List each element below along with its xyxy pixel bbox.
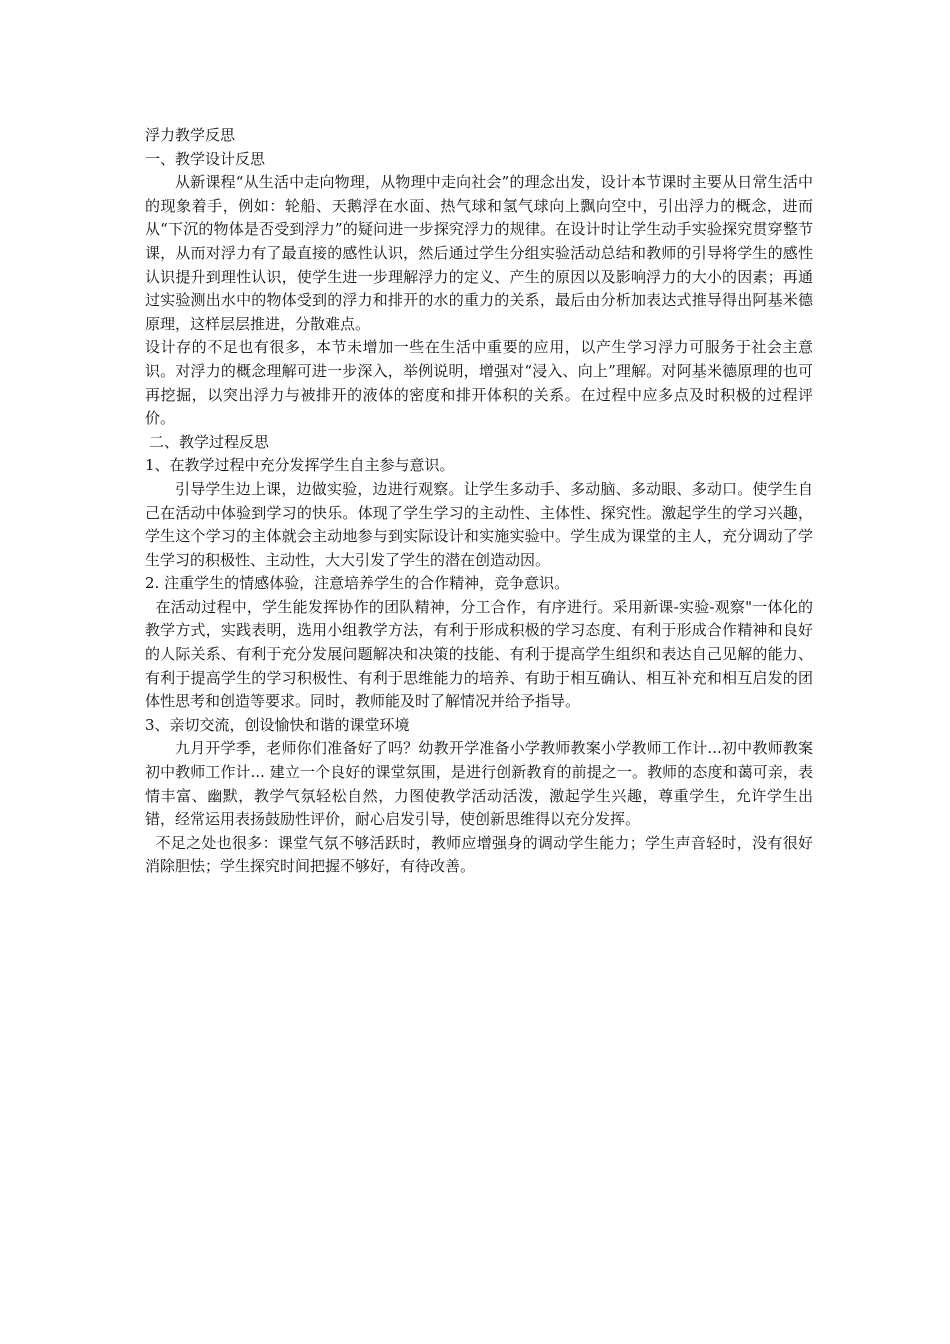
section1-heading: 一、教学设计反思 [145, 149, 266, 168]
document-body [145, 124, 813, 879]
item2-paragraph: 在活动过程中，学生能发挥协作的团队精神，分工合作，有序进行。采用新课-实验-观察"一体化的教学方式，实践表明，选用小组教学方法，有利于形成积极的学习态度、有利于形成合作精神和良好的人际关系、有利于充分发展问题解决和决策的技能、有利于提高学生组织和表达自己见解的能力、有利于提高学生的学习积极性、有利于思维能力的培养、有助于相互确认、相互补充和相互启发的团体性思考和创造等要求。同时，教师能及时了解情况并给予指导。 [145, 597, 813, 711]
item1-heading: 1、在教学过程中充分发挥学生自主参与意识。 [145, 456, 455, 475]
document-title: 浮力教学反思 [145, 126, 236, 144]
closing-paragraph: 不足之处也很多：课堂气氛不够活跃时，教师应增强身的调动学生能力；学生声音轻时，没有很好消除胆怯；学生探究时间把握不够好，有待改善。 [145, 833, 813, 876]
item1-paragraph: 引导学生边上课，边做实验，边进行观察。让学生多动手、多动脑、多动眼、多动口。使学生自己在活动中体验到学习的快乐。体现了学生学习的主动性、主体性、探究性。激起学生的学习兴趣，学生这个学习的主体就会主动地参与到实际设计和实施实验中。学生成为课堂的主人，充分调动了学生学习的积极性、主动性，大大引发了学生的潜在创造动因。 [145, 479, 813, 569]
section1-paragraph-shortcomings: 设计存的不足也有很多，本节未增加一些在生活中重要的应用，以产生学习浮力可服务于社会主意识。对浮力的概念理解可进一步深入，举例说明，增强对“浸入、向上”理解。对阿基米德原理的也可再挖掘，以突出浮力与被排开的液体的密度和排开体积的关系。在过程中应多点及时积极的过程评价。 [145, 338, 813, 428]
item2-heading: 2. 注重学生的情感体验，注意培养学生的合作精神，竞争意识。 [145, 574, 570, 593]
section1-paragraph-design: 从新课程“从生活中走向物理，从物理中走向社会”的理念出发，设计本节课时主要从日常生活中的现象着手，例如：轮船、天鹅浮在水面、热气球和氢气球向上飘向空中，引出浮力的概念，进而从“下沉的物体是否受到浮力”的疑问进一步探究浮力的规律。在设计时让学生动手实验探究贯穿整节课，从而对浮力有了最直接的感性认识，然后通过学生分组实验活动总结和教师的引导将学生的感性认识提升到理性认识，使学生进一步理解浮力的定义、产生的原因以及影响浮力的大小的因素；再通过实验测出水中的物体受到的浮力和排开的水的重力的关系，最后由分析加表达式推导得出阿基米德原理，这样层层推进，分散难点。 [145, 173, 813, 333]
item3-paragraph: 九月开学季，老师你们准备好了吗？幼教开学准备小学教师教案小学教师工作计...初中教师教案初中教师工作计... 建立一个良好的课堂氛围，是进行创新教育的前提之一。教师的态度和蔼可亲，表情丰富、幽默，教学气氛轻松自然，力图使教学活动活泼，激起学生兴趣，尊重学生，允许学生出错，经常运用表扬鼓励性评价，耐心启发引导，使创新思维得以充分发挥。 [145, 739, 813, 829]
item3-heading: 3、亲切交流，创设愉快和谐的课堂环境 [145, 715, 410, 734]
section2-heading: 二、教学过程反思 [149, 432, 270, 451]
